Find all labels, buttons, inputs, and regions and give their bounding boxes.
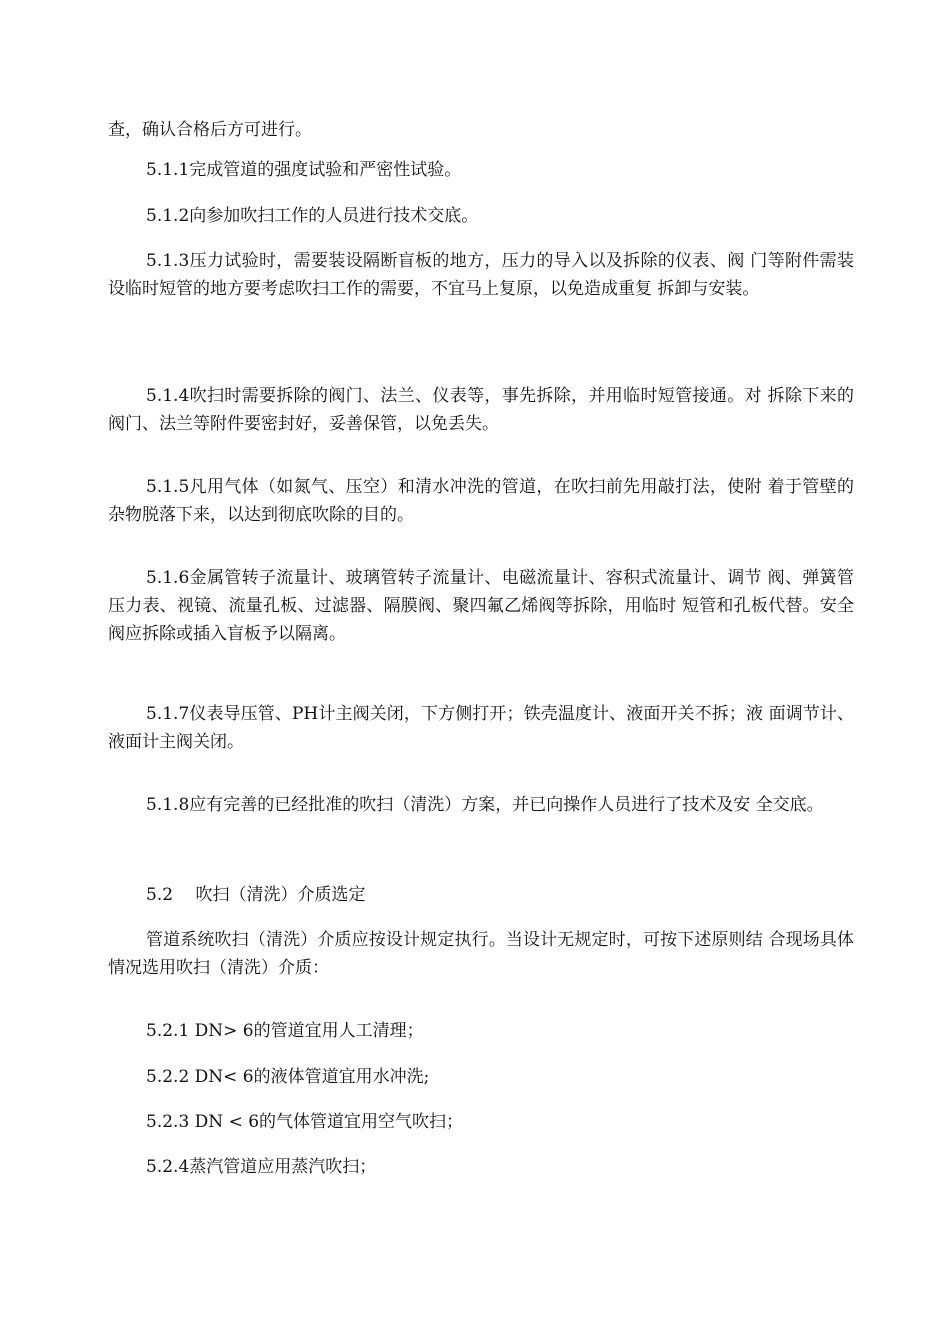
paragraph-5-2-4: 5.2.4蒸汽管道应用蒸汽吹扫； xyxy=(146,1157,377,1177)
paragraph-5-1-3: 5.1.3压力试验时，需要装设隔断盲板的地方，压力的导入以及拆除的仪表、阀 门等附件需装设临时短管的地方要考虑吹扫工作的需要，不宜马上复原，以免造成重复 拆卸与安装。 xyxy=(108,251,854,299)
paragraph-continuation: 查，确认合格后方可进行。 xyxy=(108,120,312,140)
paragraph-5-2-intro: 管道系统吹扫（清洗）介质应按设计规定执行。当设计无规定时，可按下述原则结 合现场具体情况选用吹扫（清洗）介质： xyxy=(108,930,854,978)
paragraph-5-1-8: 5.1.8应有完善的已经批准的吹扫（清洗）方案，并已向操作人员进行了技术及安 全交底。 xyxy=(146,795,824,815)
paragraph-5-1-4: 5.1.4吹扫时需要拆除的阀门、法兰、仪表等，事先拆除，并用临时短管接通。对 拆除下来的阀门、法兰等附件要密封好，妥善保管，以免丢失。 xyxy=(108,386,854,434)
paragraph-5-1-7: 5.1.7仪表导压管、PH计主阀关闭，下方侧打开；铁壳温度计、液面开关不拆；液 面调节计、液面计主阀关闭。 xyxy=(108,704,854,752)
paragraph-5-1-1: 5.1.1完成管道的强度试验和严密性试验。 xyxy=(146,160,462,180)
paragraph-5-1-6: 5.1.6金属管转子流量计、玻璃管转子流量计、电磁流量计、容积式流量计、调节 阀、弹簧管压力表、视镜、流量孔板、过滤器、隔膜阀、聚四氟乙烯阀等拆除，用临时 短管和孔板代替。安全阀应拆除或插入盲板予以隔离。 xyxy=(108,568,854,644)
paragraph-5-2-2: 5.2.2 DN< 6的液体管道宜用水冲洗; xyxy=(146,1067,430,1087)
paragraph-5-2-1: 5.2.1 DN> 6的管道宜用人工清理； xyxy=(146,1021,424,1041)
paragraph-5-1-2: 5.1.2向参加吹扫工作的人员进行技术交底。 xyxy=(146,206,479,226)
paragraph-5-2-3: 5.2.3 DN < 6的气体管道宜用空气吹扫； xyxy=(146,1112,464,1132)
paragraph-5-1-5: 5.1.5凡用气体（如氮气、压空）和清水冲洗的管道，在吹扫前先用敲打法，使附 着于管壁的杂物脱落下来，以达到彻底吹除的目的。 xyxy=(108,477,854,525)
section-heading-5-2: 5.2 吹扫（清洗）介质选定 xyxy=(146,885,366,905)
